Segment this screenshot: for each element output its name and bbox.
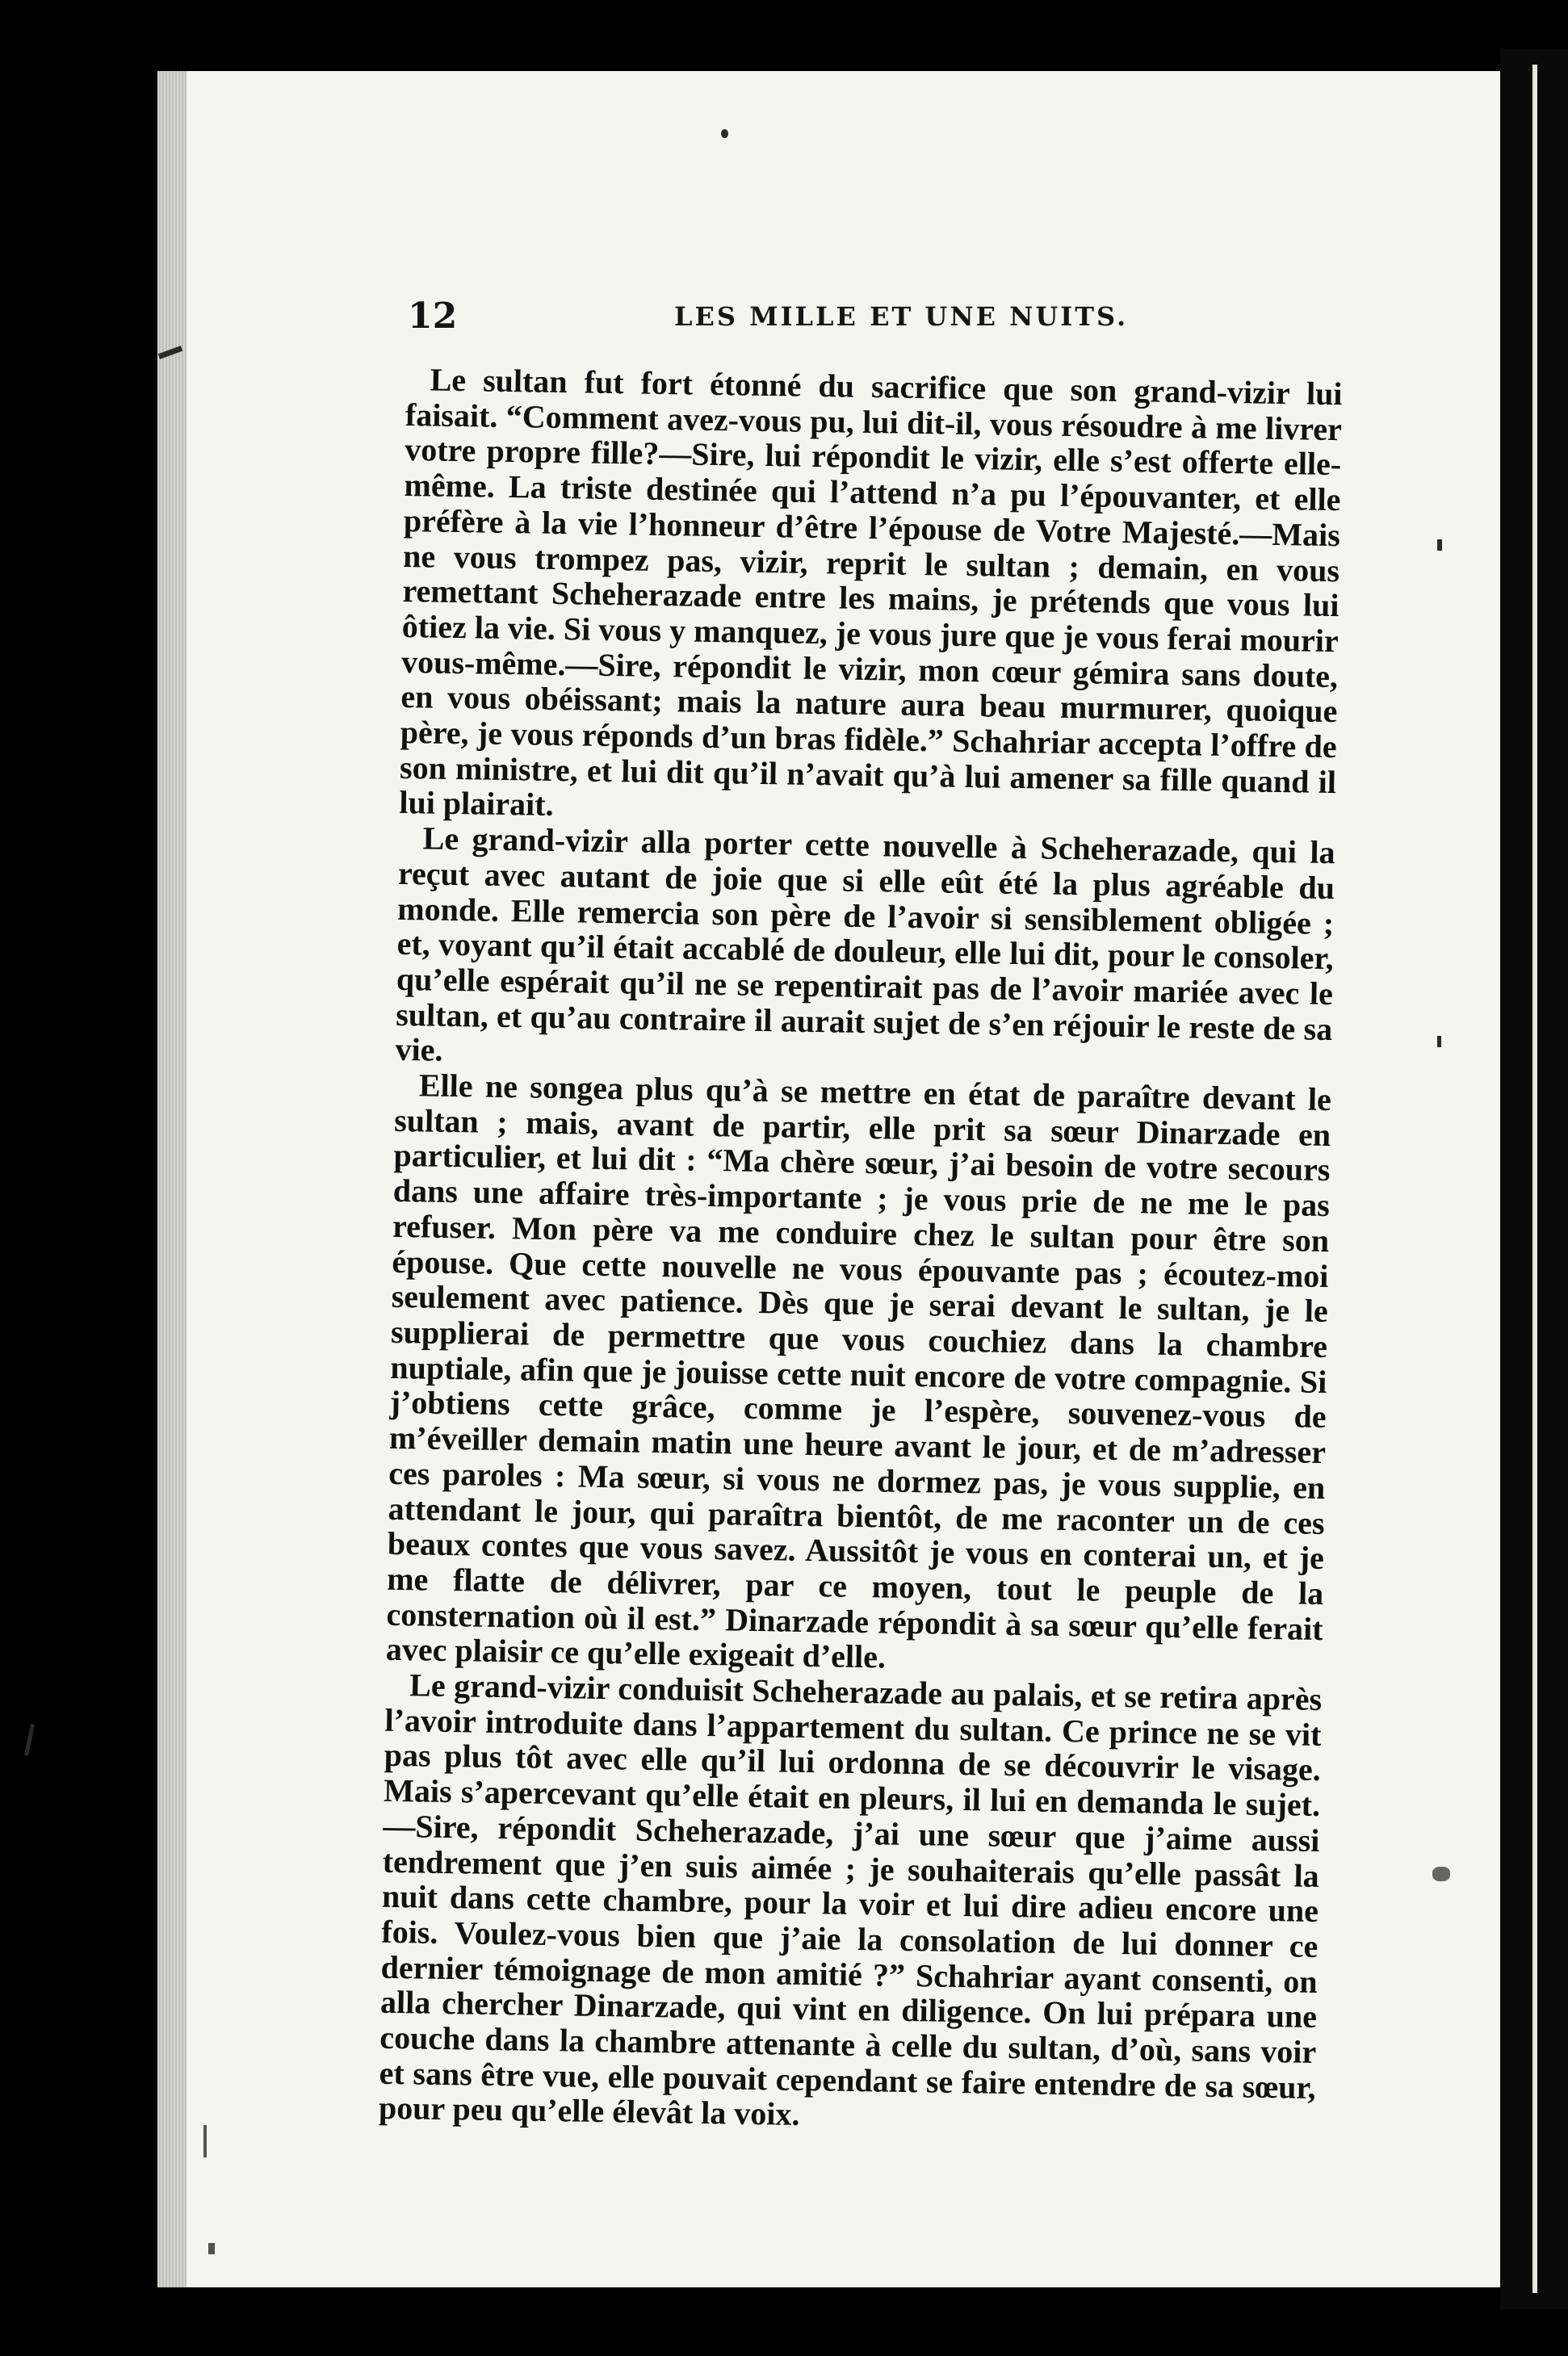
ink-speck: [1437, 1036, 1441, 1047]
ink-speck: [24, 1724, 35, 1756]
ink-speck: [203, 2125, 207, 2157]
running-title: LES MILLE ET UNE NUITS.: [674, 301, 1129, 332]
page-number: 12: [408, 296, 458, 337]
page-edge: [157, 71, 187, 2287]
paragraph: Le grand-vizir conduisit Scheherazade au palais, et se retira après l’avoir introduite dans l’appartement du sultan. Ce prince ne se vit pas plus tôt avec elle qu’il lui ordonna de se découvrir le visage. Mais s’apercevant qu’elle était en pleurs, il lui en demanda le sujet.—Sire, répondit Scheherazade, j’ai une sœur que j’aime aussi tendrement que j’en suis aimée ; je souhaiterais qu’elle passât la nuit dans cette chambre, pour la voir et lui dire adieu encore une fois. Voulez-vous bien que j’aie la consolation de lui donner ce dernier témoignage de mon amitié ?” Schahriar ayant consenti, on alla chercher Dinarzade, qui vint en diligence. On lui prépara une couche dans la chambre attenante à celle du sultan, d’où, sans voir et sans être vue, elle pouvait cependant se faire entendre de sa sœur, pour peu qu’elle élevât la voix.: [378, 1666, 1323, 2133]
paragraph: Elle ne songea plus qu’à se mettre en état de paraître devant le sultan ; mais, avant de partir, elle prit sa sœur Dinarzade en particulier, et lui dit : “Ma chère sœur, j’ai besoin de votre secours dans une affaire très-importante ; je vous prie de ne me le pas refuser. Mon père va me conduire chez le sultan pour être son épouse. Que cette nouvelle ne vous épouvante pas ; écoutez-moi seulement avec patience. Dès que je serai devant le sultan, je le supplierai de permettre que vous couchiez dans la chambre nuptiale, afin que je jouisse cette nuit encore de votre compagnie. Si j’obtiens cette grâce, comme je l’espère, souvenez-vous de m’éveiller demain matin une heure avant le jour, et de m’adresser ces paroles : Ma sœur, si vous ne dormez pas, je vous supplie, en attendant le jour, qui paraîtra bientôt, de me raconter un de ces beaux contes que vous savez. Aussitôt je vous en conterai un, et je me flatte de délivrer, par ce moyen, tout le peuple de la consternation où il est.” Dinarzade répondit à sa sœur qu’elle ferait avec plaisir ce qu’elle exigeait d’elle.: [385, 1067, 1332, 1675]
ink-speck: [1432, 1867, 1450, 1881]
binding-edge: [1532, 65, 1537, 2293]
page-header: [408, 292, 1401, 341]
ink-speck: [721, 129, 728, 138]
paragraph: Le grand-vizir alla porter cette nouvelle à Scheherazade, qui la reçut avec autant de joie que si elle eût été la plus agréable du monde. Elle remercia son père de l’avoir si sensiblement obligée ; et, voyant qu’il était accablé de douleur, elle lui dit, pour le consoler, qu’elle espérait qu’il ne se repentirait pas de l’avoir mariée avec le sultan, et qu’au contraire il aurait sujet de s’en réjouir le reste de sa vie.: [395, 820, 1335, 1069]
ink-speck: [208, 2243, 215, 2254]
ink-speck: [1437, 539, 1442, 551]
body-text: [379, 362, 1343, 2140]
paragraph: Le sultan fut fort étonné du sacrifice que son grand-vizir lui faisait. “Comment avez-vous pu, lui dit-il, vous résoudre à me livrer votre propre fille?—Sire, lui répondit le vizir, elle s’est offerte elle-même. La triste destinée qui l’attend n’a pu l’épouvanter, et elle préfère à la vie l’honneur d’être l’épouse de Votre Majesté.—Mais ne vous trompez pas, vizir, reprit le sultan ; demain, en vous remettant Scheherazade entre les mains, je prétends que vous lui ôtiez la vie. Si vous y manquez, je vous jure que je vous ferai mourir vous-même.—Sire, répondit le vizir, mon cœur gémira sans doute, en vous obéissant; mais la nature aura beau murmurer, quoique père, je vous réponds d’un bras fidèle.” Schahriar accepta l’offre de son ministre, et lui dit qu’il n’avait qu’à lui amener sa fille quand il lui plairait.: [399, 361, 1343, 824]
